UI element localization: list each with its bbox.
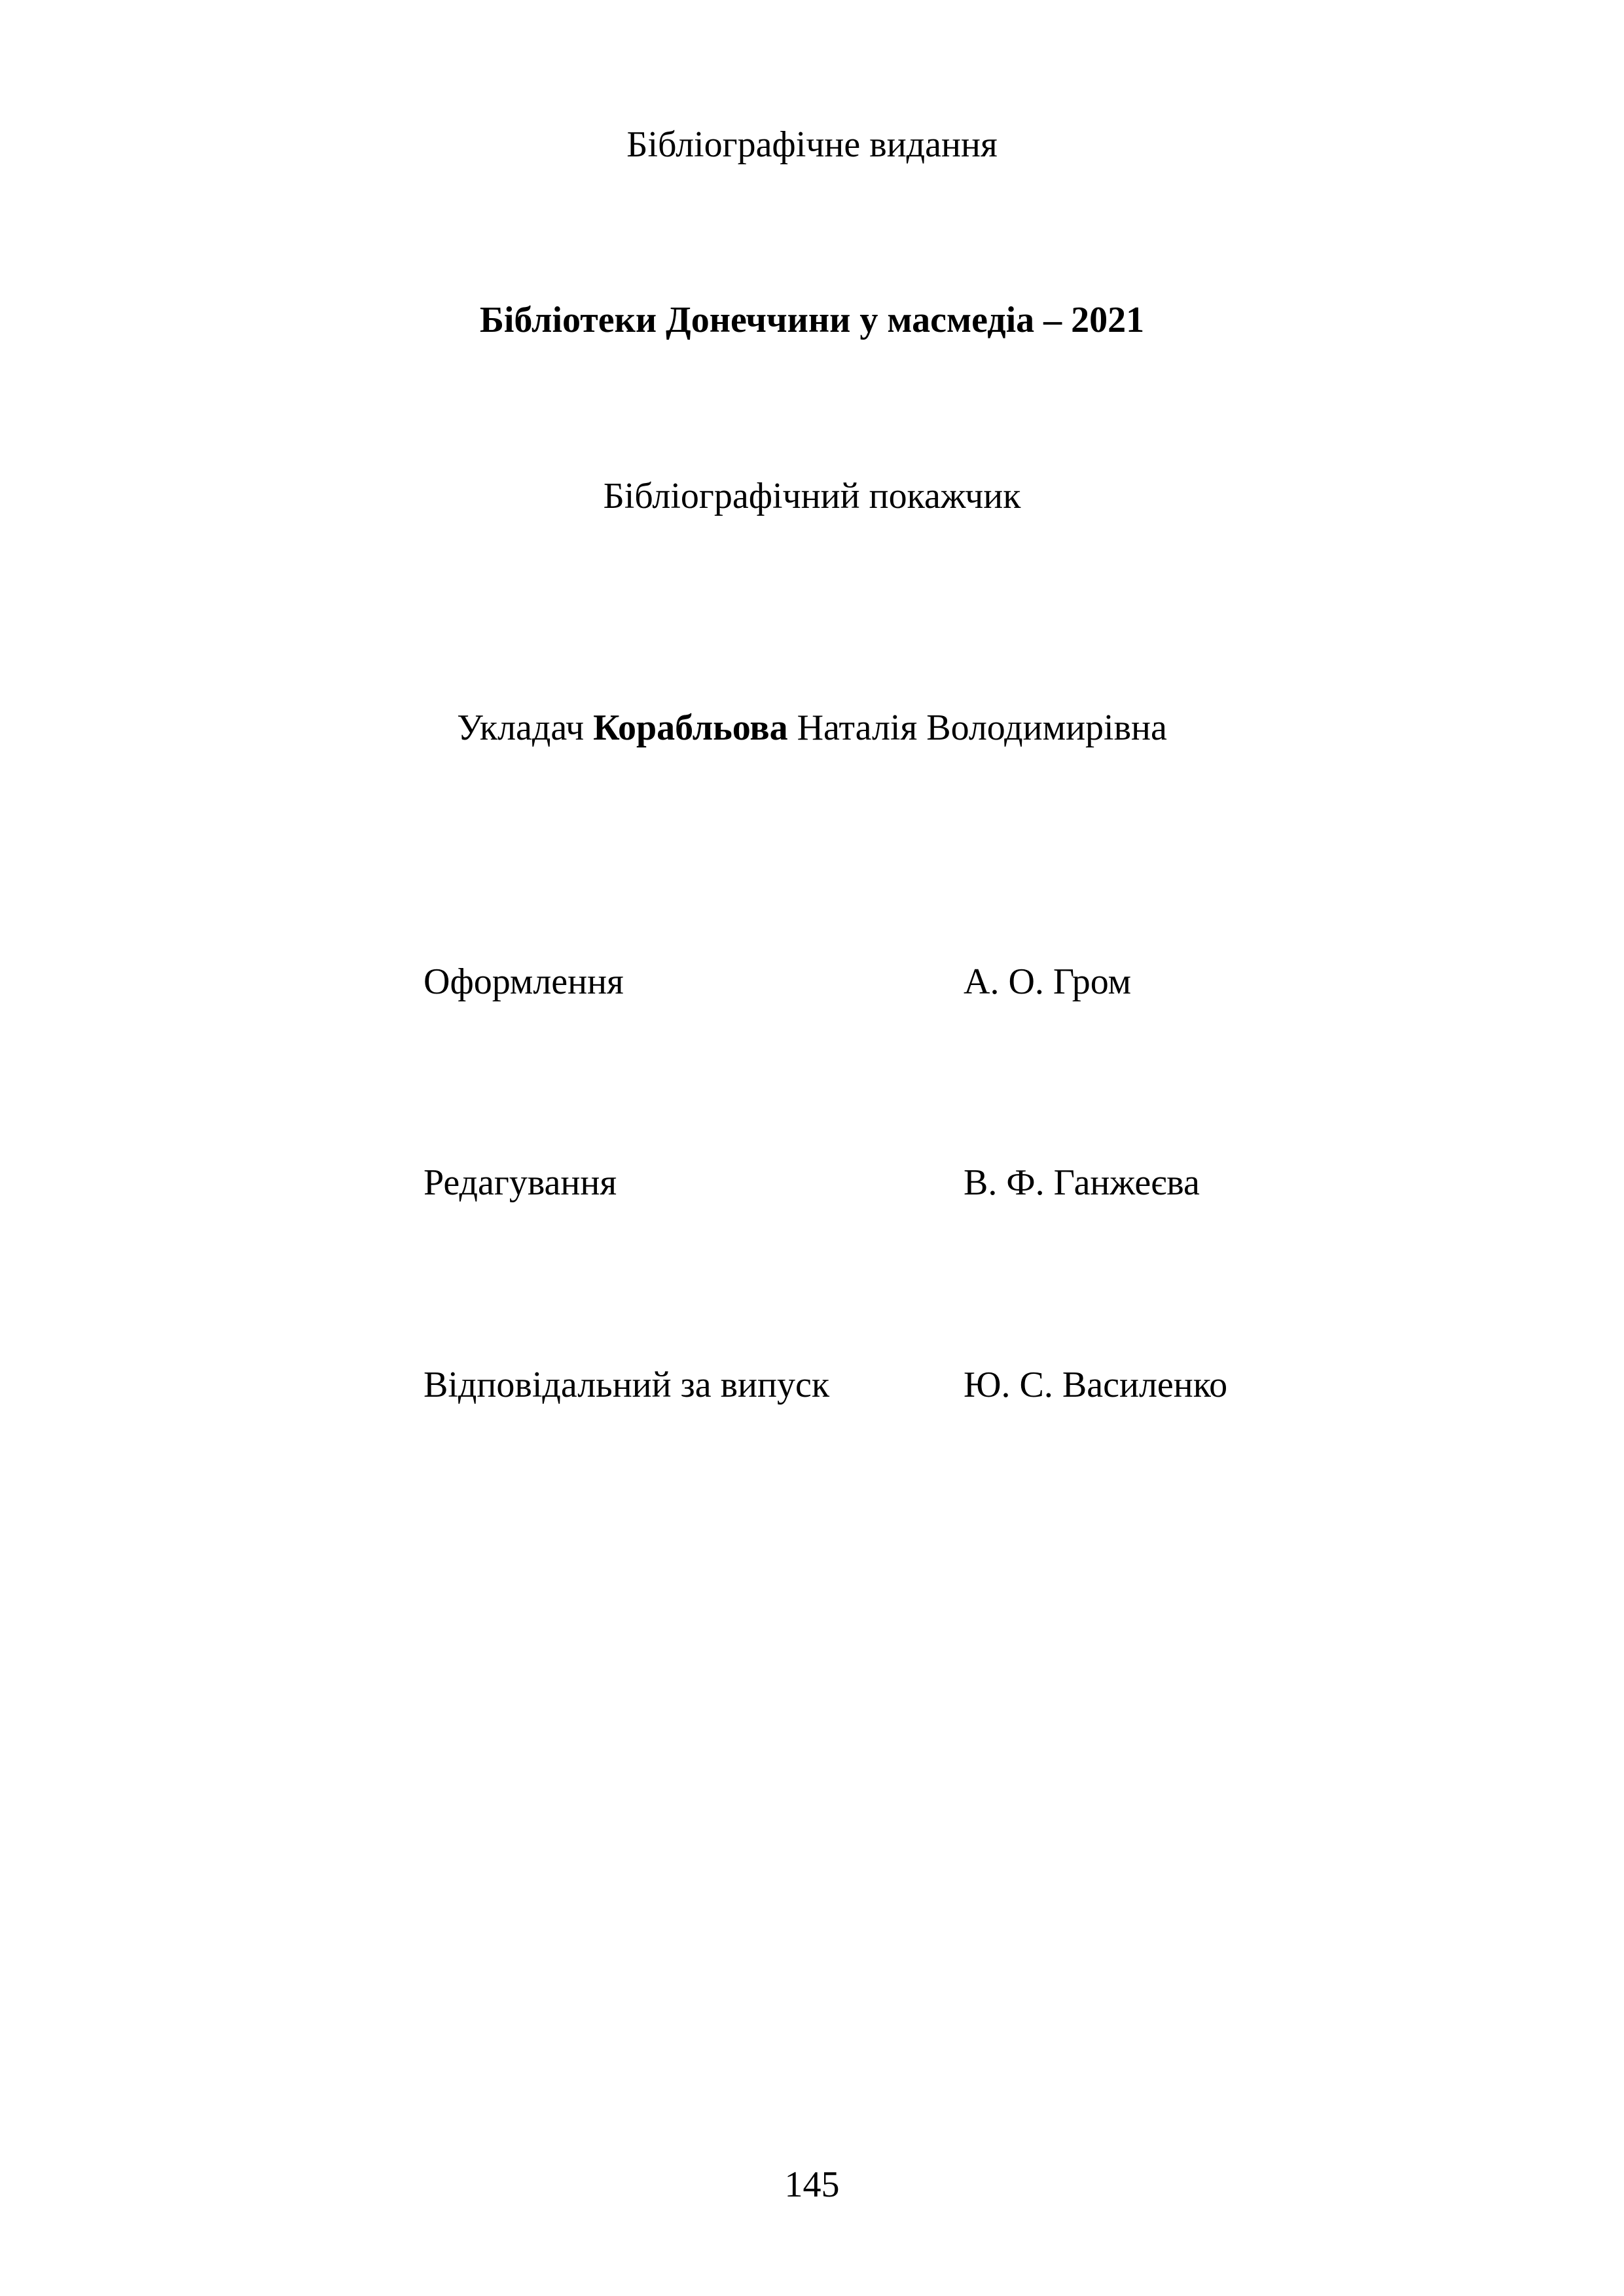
credit-role-responsible: Відповідальний за випуск [424, 1365, 830, 1405]
compiler-line [0, 705, 1624, 751]
edition-type: Бібліографічне видання [626, 124, 998, 165]
credit-name-responsible: Ю. С. Василенко [964, 1365, 1228, 1405]
compiler-surname: Корабльова [593, 708, 788, 748]
document-title: Бібліотеки Донеччини у масмедіа – 2021 [479, 300, 1145, 340]
compiler-given-names: Наталія Володимирівна [797, 708, 1167, 748]
credit-name-editing: В. Ф. Ганжеєва [964, 1162, 1200, 1203]
credit-role-design: Оформлення [424, 961, 624, 1002]
credit-role-editing: Редагування [424, 1162, 617, 1203]
page-number: 145 [784, 2164, 840, 2205]
credit-name-design: А. О. Гром [964, 961, 1132, 1002]
compiler-role: Укладач [457, 708, 585, 748]
document-subtitle: Бібліографічний покажчик [603, 476, 1021, 516]
